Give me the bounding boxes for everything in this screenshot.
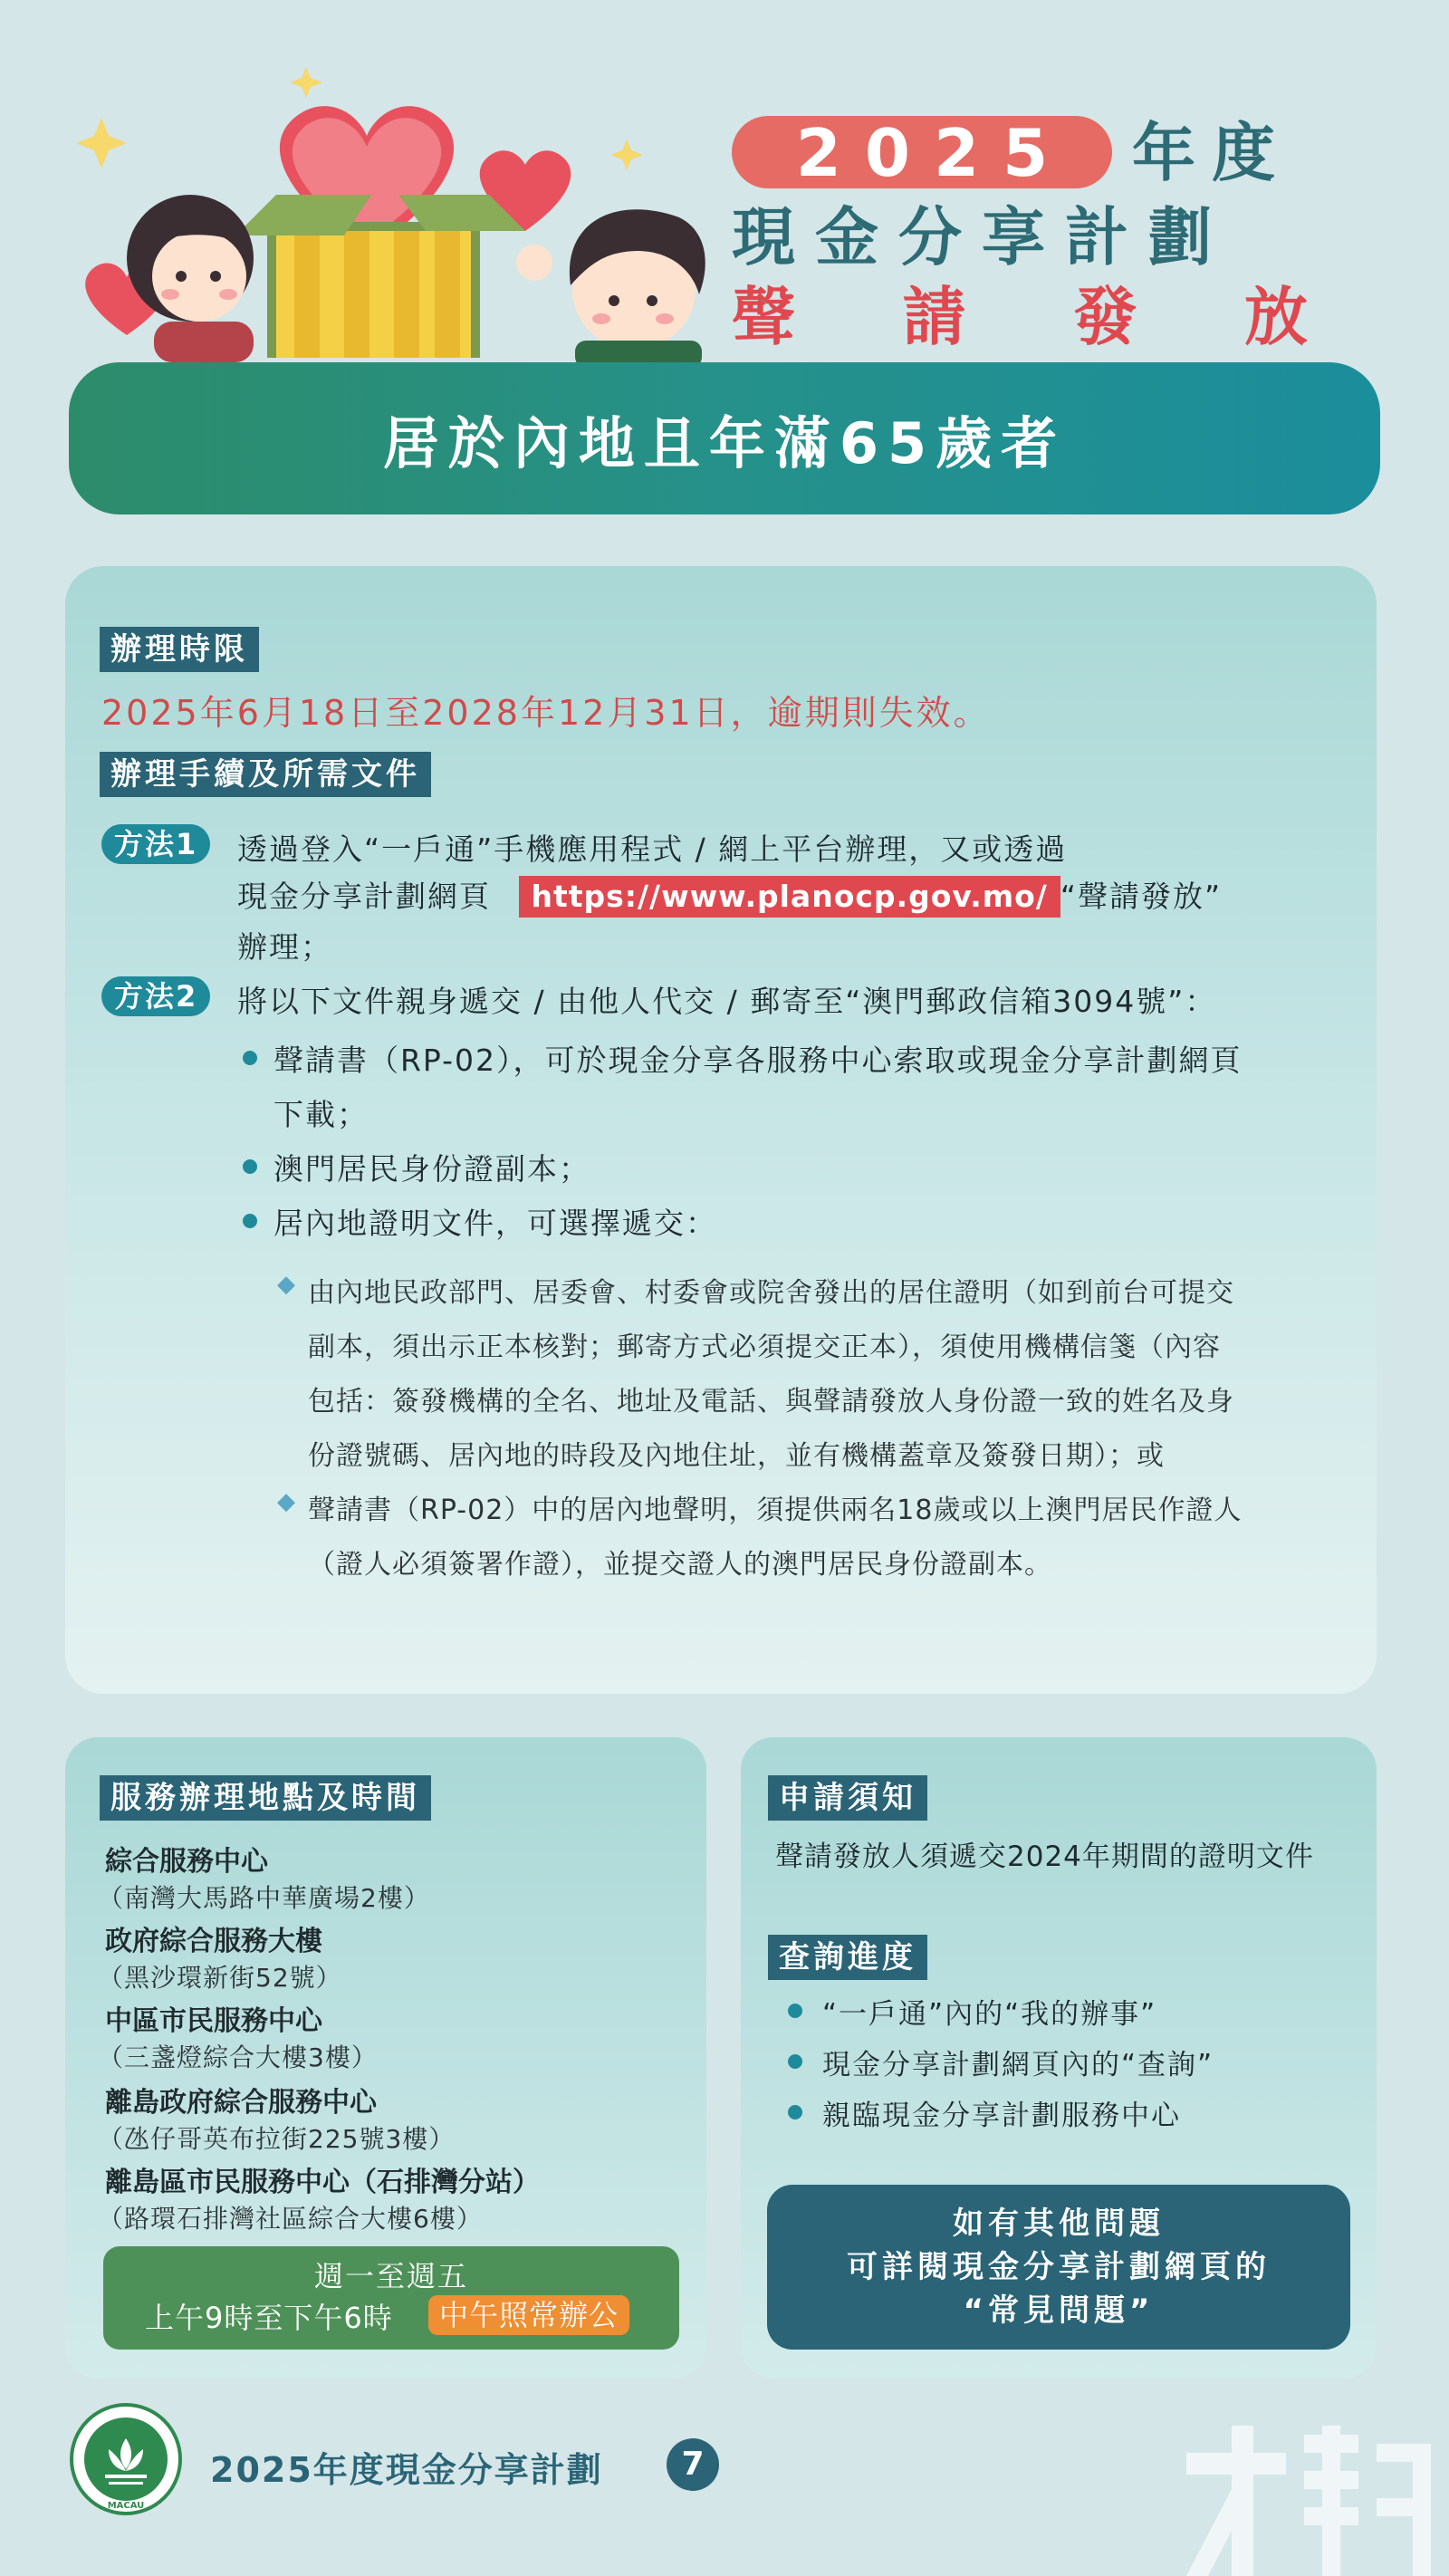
location-address: （三盞燈綜合大樓3樓） — [98, 2043, 378, 2072]
page-number: 7 — [667, 2438, 719, 2491]
deadline-label: 辦理時限 — [100, 627, 259, 672]
method1-line1: 透過登入“一戶通”手機應用程式 / 網上平台辦理，又或透過 — [237, 831, 1068, 867]
method2-bullet1-line1: 聲請書（RP-02），可於現金分享各服務中心索取或現金分享計劃網頁 — [273, 1043, 1243, 1078]
watermark-logo — [1168, 2417, 1449, 2576]
method1-line2-after: “聲請發放” — [1060, 879, 1223, 914]
method2-bullet1-line2: 下載； — [273, 1097, 369, 1132]
office-hours-time: 上午9時至下午6時 — [145, 2301, 393, 2335]
title-action — [732, 281, 1320, 353]
locations-label: 服務辦理地點及時間 — [100, 1775, 431, 1821]
lotus-emblem-icon — [69, 2402, 183, 2516]
sub-bullet2-line1: 聲請書（RP-02）中的居內地聲明，須提供兩名18歲或以上澳門居民作證人 — [308, 1495, 1243, 1526]
method1-line3: 辦理； — [237, 929, 332, 965]
location-address: （黑沙環新街52號） — [98, 1963, 342, 1993]
procedures-label: 辦理手續及所需文件 — [100, 752, 431, 797]
gift-box-hearts-illustration — [54, 36, 743, 371]
location-name: 離島政府綜合服務中心 — [105, 2087, 377, 2119]
bullet-dot-icon — [243, 1051, 257, 1065]
location-address: （氹仔哥英布拉街225號3樓） — [98, 2124, 456, 2154]
sparkle-icon — [290, 67, 322, 98]
method1-line2 — [237, 873, 1222, 918]
title-year: 2025 — [795, 115, 1072, 191]
sparkle-icon — [610, 139, 643, 170]
faq-box — [767, 2185, 1350, 2350]
hero-illustration — [54, 36, 743, 371]
faq-line: “常見問題” — [963, 2292, 1155, 2329]
sub-bullet2-line2: （證人必須簽署作證），並提交證人的澳門居民身份證副本。 — [308, 1549, 1052, 1581]
banner-text: 居於內地且年滿65歲者 — [382, 409, 1067, 476]
title-action-char: 發 — [1073, 280, 1137, 354]
sparkle-icon — [76, 118, 127, 168]
title-action-char: 放 — [1243, 280, 1308, 354]
emblem-text: MACAU — [107, 2501, 145, 2511]
macau-emblem-logo — [69, 2402, 183, 2516]
location-name: 政府綜合服務大樓 — [105, 1926, 322, 1957]
method2-bullet2: 澳門居民身份證副本； — [273, 1151, 590, 1187]
progress-item: “一戶通”內的“我的辦事” — [822, 1998, 1157, 2031]
sub-bullet1-line1: 由內地民政部門、居委會、村委會或院舍發出的居住證明（如到前台可提交 — [308, 1277, 1234, 1309]
title-year-suffix: 年度 — [1132, 116, 1291, 190]
location-name: 綜合服務中心 — [105, 1846, 268, 1878]
bullet-dot-icon — [788, 2004, 802, 2018]
bullet-dot-icon — [243, 1159, 257, 1174]
diamond-bullet-icon: ◆ — [277, 1271, 295, 1298]
method1-line2-text: 現金分享計劃網頁 — [237, 879, 491, 914]
progress-label: 查詢進度 — [768, 1935, 927, 1980]
footer-title: 2025年度現金分享計劃 — [210, 2450, 603, 2490]
diamond-bullet-icon: ◆ — [277, 1488, 295, 1515]
office-hours-days: 週一至週五 — [313, 2259, 468, 2293]
method2-bullet3: 居內地證明文件，可選擇遞交： — [273, 1206, 717, 1241]
notice-label: 申請須知 — [768, 1775, 927, 1821]
location-address: （南灣大馬路中華廣場2樓） — [98, 1883, 430, 1913]
progress-item: 現金分享計劃網頁內的“查詢” — [822, 2049, 1214, 2081]
noon-open-badge: 中午照常辦公 — [428, 2295, 629, 2335]
bullet-dot-icon — [788, 2105, 802, 2119]
method1-tag: 方法1 — [101, 824, 210, 864]
notice-text: 聲請發放人須遞交2024年期間的證明文件 — [775, 1841, 1314, 1873]
sub-bullet1-line2: 副本，須出示正本核對；郵寄方式必須提交正本），須使用機構信箋（內容 — [308, 1331, 1221, 1363]
title-action-char: 請 — [902, 280, 966, 354]
progress-item: 親臨現金分享計劃服務中心 — [822, 2100, 1181, 2132]
faq-line: 如有其他問題 — [953, 2206, 1165, 2242]
title-plan-name: 現金分享計劃 — [732, 200, 1232, 274]
location-name: 中區市民服務中心 — [105, 2005, 322, 2037]
method2-line1: 將以下文件親身遞交 / 由他人代交 / 郵寄至“澳門郵政信箱3094號”： — [237, 984, 1217, 1019]
bullet-dot-icon — [243, 1214, 257, 1228]
location-address: （路環石排灣社區綜合大樓6樓） — [98, 2204, 483, 2234]
sub-bullet1-line3: 包括：簽發機構的全名、地址及電話、與聲請發放人身份證一致的姓名及身 — [308, 1386, 1234, 1418]
deadline-text: 2025年6月18日至2028年12月31日，逾期則失效。 — [101, 693, 991, 733]
target-group-banner — [69, 362, 1380, 514]
bullet-dot-icon — [788, 2054, 802, 2069]
method2-tag: 方法2 — [101, 976, 210, 1016]
location-name: 離島區市民服務中心（石排灣分站） — [105, 2167, 540, 2198]
title-action-char: 聲 — [732, 280, 795, 354]
website-url-link[interactable]: https://www.planocp.gov.mo/ — [519, 876, 1060, 918]
faq-line: 可詳閱現金分享計劃網頁的 — [847, 2249, 1271, 2285]
sub-bullet1-line4: 份證號碼、居內地的時段及內地住址，並有機構蓋章及簽發日期）；或 — [308, 1440, 1165, 1472]
